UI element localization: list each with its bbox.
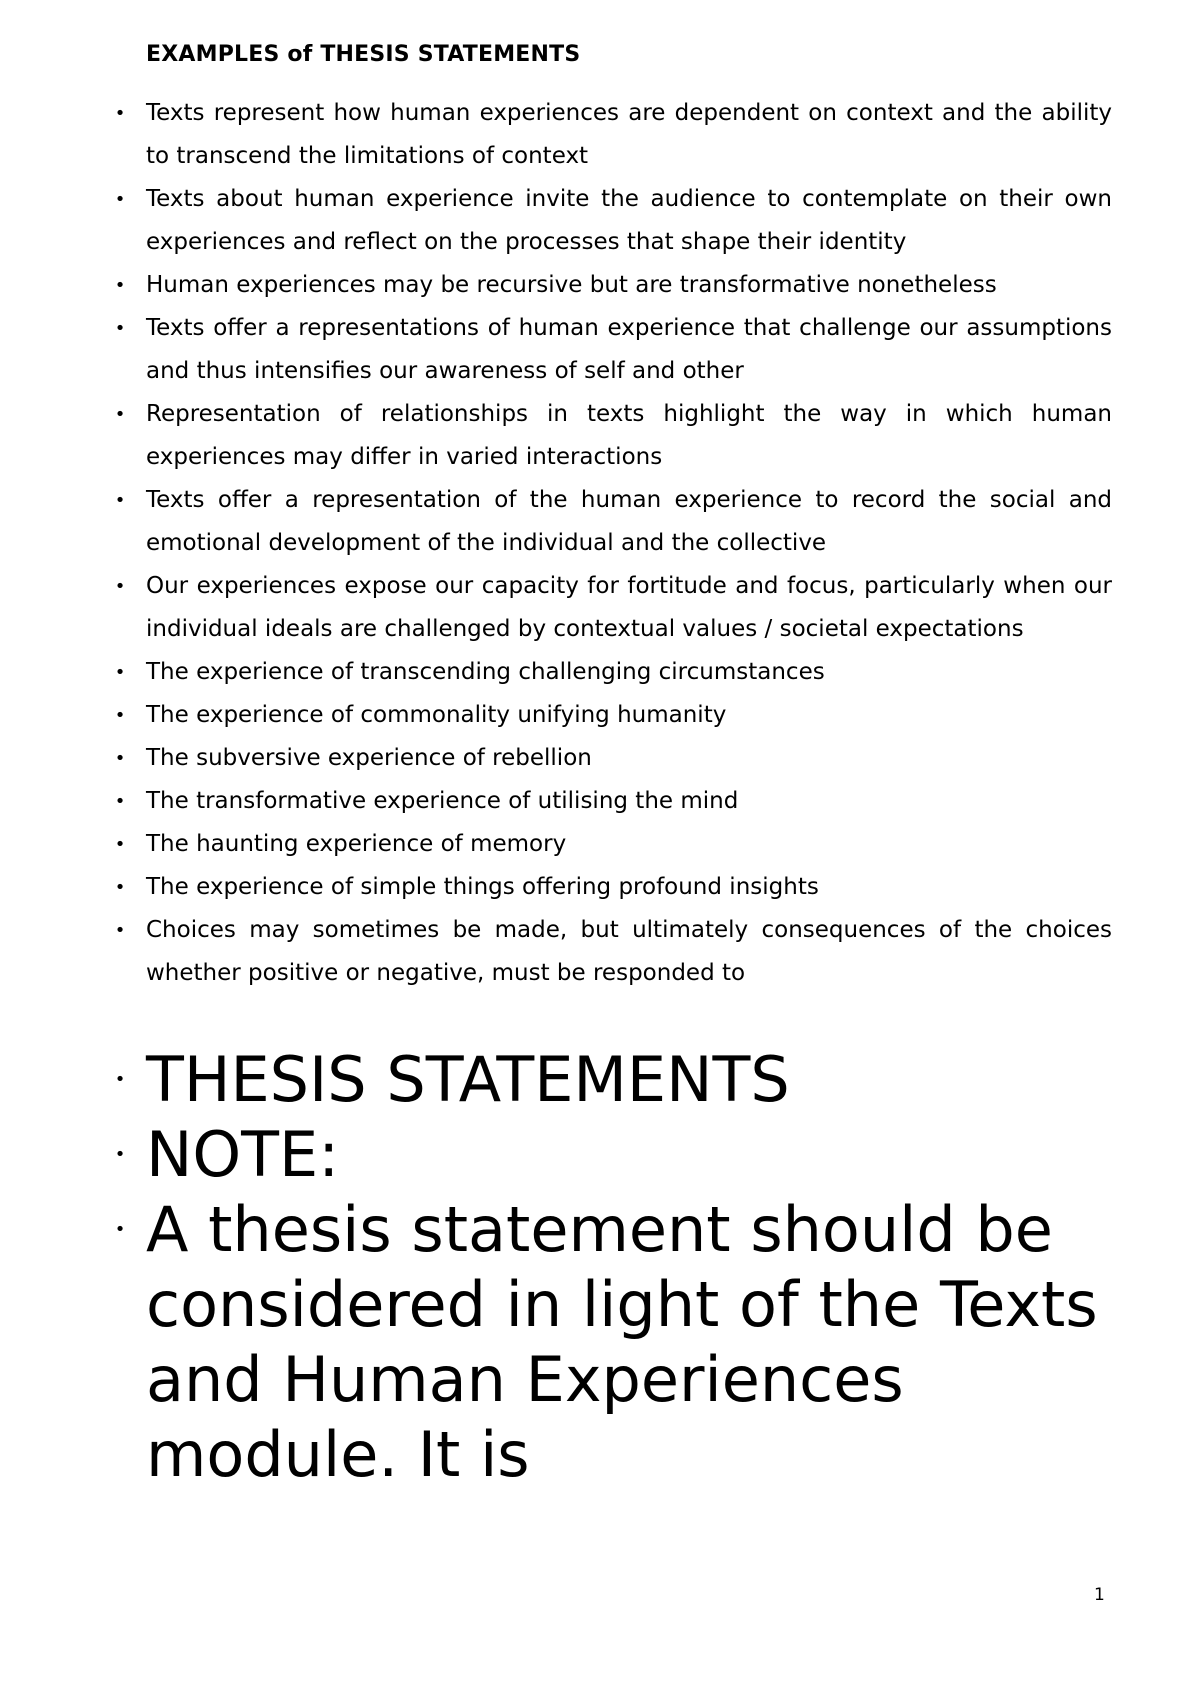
list-item <box>114 651 1112 694</box>
bullet-icon: • <box>114 275 126 296</box>
list-item <box>114 780 1112 823</box>
bullet-icon: • <box>114 404 126 425</box>
list-item-text: Texts offer a representations of human experience that challenge our assumptions and thus intensifies our awareness of self and other <box>146 315 1112 384</box>
list-item <box>114 823 1112 866</box>
large-list-item-text: THESIS STATEMENTS <box>146 1043 790 1116</box>
list-item-text: Choices may sometimes be made, but ultimately consequences of the choices whether positive or negative, must be responded to <box>146 917 1112 986</box>
list-item <box>114 178 1112 264</box>
list-item <box>114 909 1112 995</box>
bullet-icon: • <box>114 791 126 812</box>
list-item <box>114 307 1112 393</box>
list-item-text: Our experiences expose our capacity for fortitude and focus, particularly when our individual ideals are challenged by contextual values / societal expectations <box>146 573 1112 642</box>
list-item-text: Representation of relationships in texts highlight the way in which human experiences may differ in varied interactions <box>146 401 1112 470</box>
bullet-icon: • <box>114 490 126 511</box>
bullet-icon: • <box>114 1219 126 1240</box>
page-number: 1 <box>1094 1585 1105 1605</box>
list-item <box>114 92 1112 178</box>
list-item-text: The experience of transcending challenging circumstances <box>146 659 825 685</box>
large-list-item <box>114 1042 1126 1117</box>
large-list-item <box>114 1192 1126 1492</box>
list-item <box>114 694 1112 737</box>
list-item-text: The subversive experience of rebellion <box>146 745 592 771</box>
thesis-examples-list <box>0 92 1200 995</box>
list-item-text: The experience of simple things offering profound insights <box>146 874 819 900</box>
large-list-item-text: A thesis statement should be considered in light of the Texts and Human Experiences module. It is <box>146 1193 1098 1491</box>
list-item-text: Human experiences may be recursive but are transformative nonetheless <box>146 272 997 298</box>
list-item <box>114 866 1112 909</box>
list-item <box>114 565 1112 651</box>
bullet-icon: • <box>114 748 126 769</box>
large-list-item <box>114 1117 1126 1192</box>
list-item-text: Texts about human experience invite the audience to contemplate on their own experiences and reflect on the processes that shape their identity <box>146 186 1112 255</box>
list-item <box>114 737 1112 780</box>
list-item <box>114 393 1112 479</box>
large-list-item-text: NOTE: <box>146 1118 340 1191</box>
list-item <box>114 264 1112 307</box>
list-item <box>114 479 1112 565</box>
list-item-text: Texts offer a representation of the human experience to record the social and emotional development of the individual and the collective <box>146 487 1112 556</box>
list-item-text: Texts represent how human experiences are dependent on context and the ability to transcend the limitations of context <box>146 100 1112 169</box>
bullet-icon: • <box>114 877 126 898</box>
bullet-icon: • <box>114 662 126 683</box>
bullet-icon: • <box>114 1144 126 1165</box>
list-item-text: The experience of commonality unifying humanity <box>146 702 727 728</box>
bullet-icon: • <box>114 920 126 941</box>
bullet-icon: • <box>114 705 126 726</box>
large-text-list <box>0 1042 1200 1492</box>
bullet-icon: • <box>114 834 126 855</box>
bullet-icon: • <box>114 576 126 597</box>
bullet-icon: • <box>114 103 126 124</box>
list-item-text: The haunting experience of memory <box>146 831 567 857</box>
list-item-text: The transformative experience of utilising the mind <box>146 788 739 814</box>
bullet-icon: • <box>114 1069 126 1090</box>
bullet-icon: • <box>114 189 126 210</box>
bullet-icon: • <box>114 318 126 339</box>
page-title: EXAMPLES of THESIS STATEMENTS <box>146 42 581 67</box>
